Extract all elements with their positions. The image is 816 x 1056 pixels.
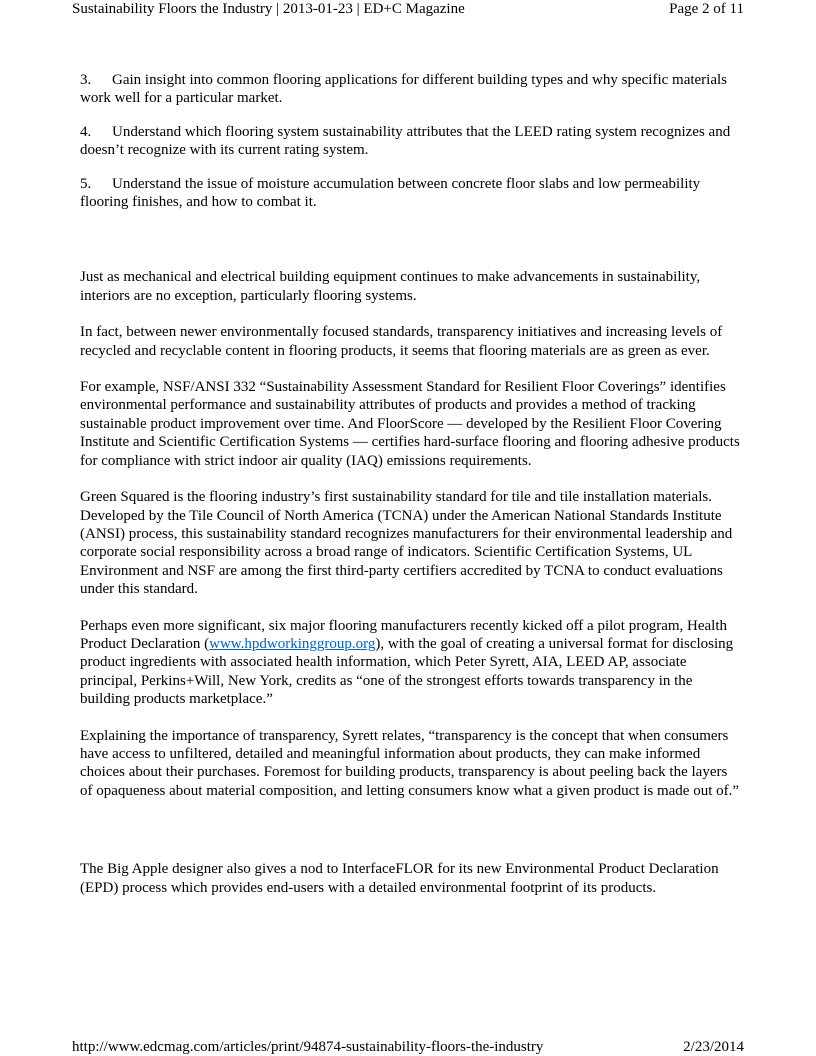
page-number: Page 2 of 11 (669, 1, 744, 17)
page-header (72, 0, 744, 20)
objective-number: 5. (80, 175, 92, 192)
body-paragraph (80, 617, 740, 709)
spacer (80, 226, 740, 268)
body-paragraph: Just as mechanical and electrical building equipment continues to make advancements in sustainability, interiors are no exception, particularly flooring systems. (80, 269, 701, 304)
hpd-working-group-link[interactable]: www.hpdworkinggroup.org (209, 635, 376, 652)
page-footer (72, 1038, 744, 1056)
objective-text: Gain insight into common flooring applications for different building types and why specific materials work well for a particular market. (80, 72, 728, 107)
paragraph-text: Perhaps even more significant, six major flooring manufacturers recently kicked off a pilot program, Health Product Declaration ( (80, 617, 728, 652)
body-paragraph: Green Squared is the flooring industry’s first sustainability standard for tile and tile installation materials. Developed by the Tile Council of North America (TCNA) under the American National Standards Institute (ANSI) process, this sustainability standard recognizes manufacturers for their environmental leadership and corporate social responsibility across a broad range of indicators. Scientific Certification Systems, UL Environment and NSF are among the first third-party certifiers accredited by TCNA to conduct evaluations under this standard. (80, 489, 733, 598)
objective-number: 4. (80, 123, 92, 140)
body-paragraph: The Big Apple designer also gives a nod to InterfaceFLOR for its new Environmental Product Declaration (EPD) process which provides end-users with a detailed environmental footprint of its products. (80, 861, 719, 896)
article-content (80, 71, 740, 915)
objective-item (80, 175, 740, 212)
objective-text: Understand which flooring system sustainability attributes that the LEED rating system recognizes and doesn’t recognize with its current rating system. (80, 123, 731, 159)
body-paragraph: For example, NSF/ANSI 332 “Sustainability Assessment Standard for Resilient Floor Coverings” identifies environmental performance and sustainability attributes of products and provides a method of tracking sustainable product improvement over time. And FloorScore — developed by the Resilient Floor Covering Institute and Scientific Certification Systems — certifies hard-surface flooring and flooring adhesive products for compliance with strict indoor air quality (IAQ) emissions requirements. (80, 379, 740, 469)
footer-date: 2/23/2014 (683, 1039, 744, 1055)
spacer (80, 818, 740, 860)
objective-item (80, 123, 740, 160)
body-paragraph: Explaining the importance of transparency, Syrett relates, “transparency is the concept that when consumers have access to unfiltered, detailed and meaningful information about products, they can make informed choices about their purchases. Foremost for building products, transparency is about peeling back the layers of opaqueness about material composition, and letting consumers know what a given product is made out of.” (80, 727, 740, 799)
objective-text: Understand the issue of moisture accumulation between concrete floor slabs and low permeability flooring finishes, and how to combat it. (80, 175, 701, 211)
objective-number: 3. (80, 72, 92, 88)
header-title: Sustainability Floors the Industry | 2013-01-23 | ED+C Magazine (72, 1, 465, 17)
footer-url: http://www.edcmag.com/articles/print/94874-sustainability-floors-the-industry (72, 1039, 544, 1055)
paragraph-text: ), with the goal of creating a universal format for disclosing product ingredients with associated health information, which Peter Syrett, AIA, LEED AP, associate principal, Perkins+Will, New York, credits as “one of the strongest efforts towards transparency in the building products marketplace.” (80, 635, 734, 708)
objective-item (80, 71, 740, 108)
body-paragraph: In fact, between newer environmentally focused standards, transparency initiatives and increasing levels of recycled and recyclable content in flooring products, it seems that flooring materials are as green as ever. (80, 324, 723, 359)
